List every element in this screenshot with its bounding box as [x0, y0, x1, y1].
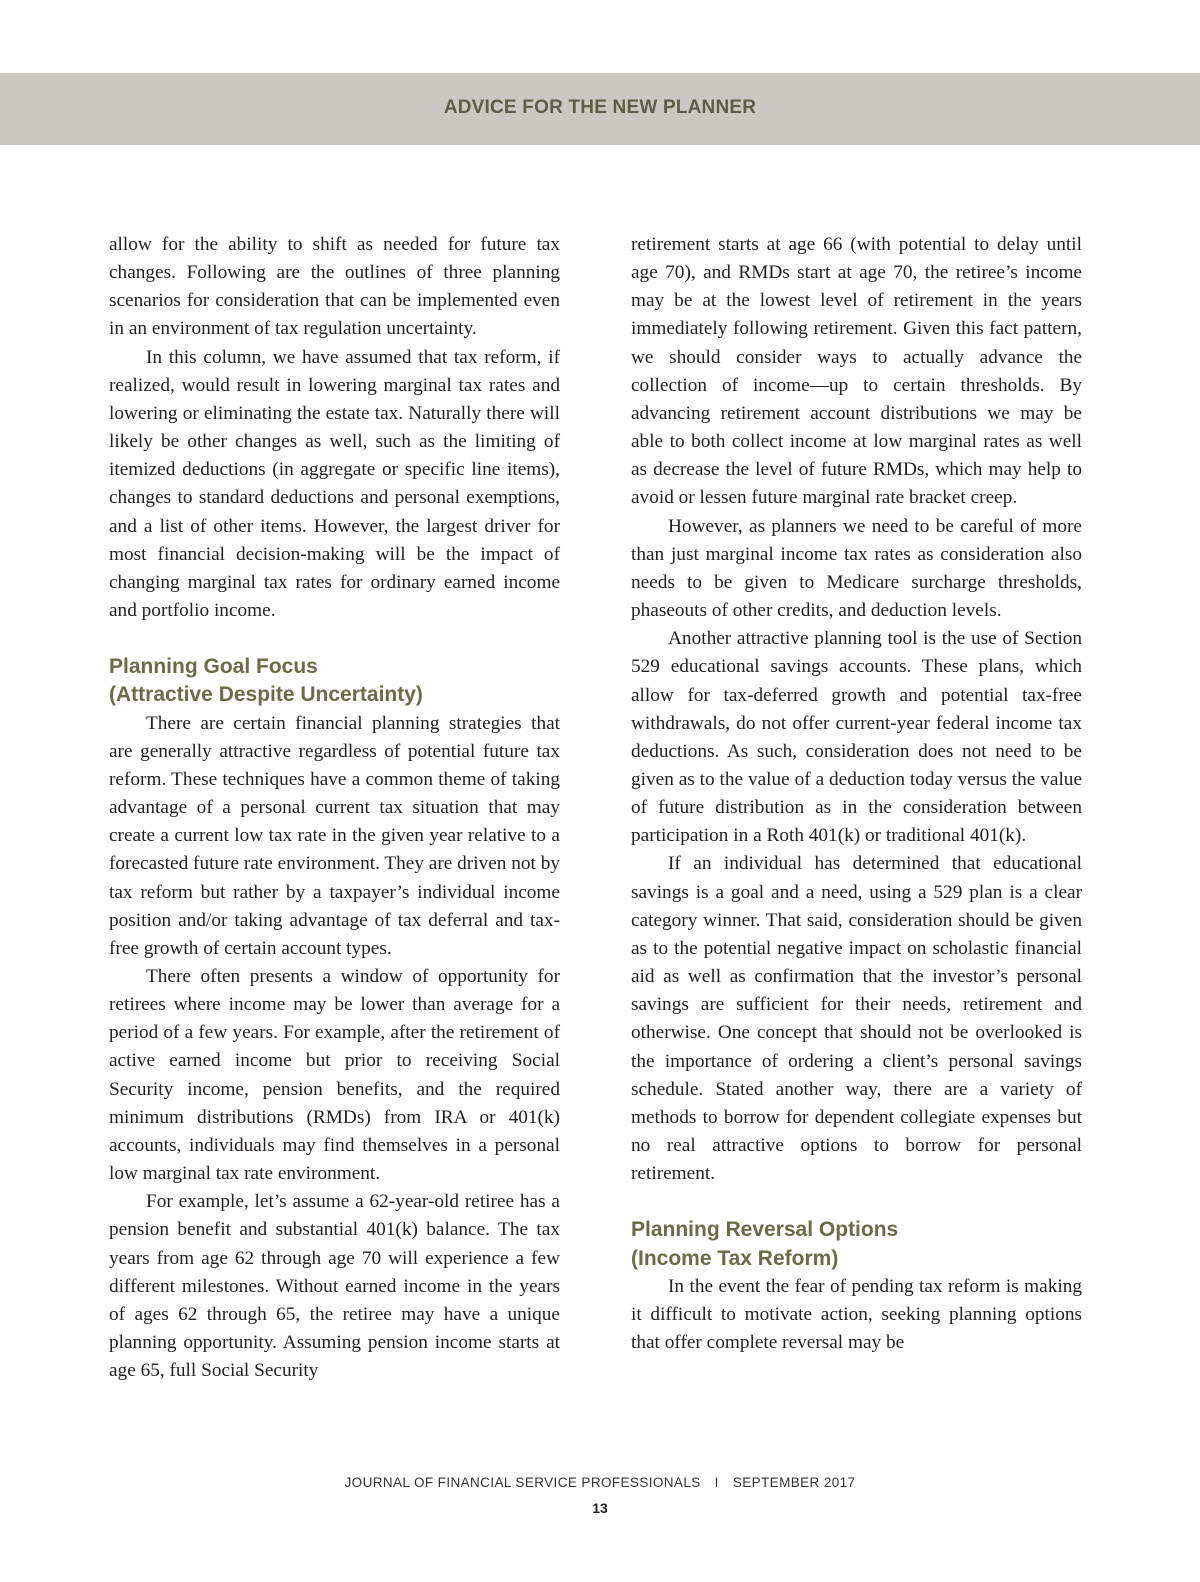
paragraph: However, as planners we need to be careful of more than just marginal income tax rates as consideration also needs to be given to Medicare surcharge thresholds, phaseouts of other credits, and deduction levels.	[631, 515, 1082, 622]
paragraph: In the event the fear of pending tax reform is making it difficult to motivate action, seeking planning options that offer complete reversal may be	[631, 1275, 1082, 1354]
left-column	[109, 231, 560, 1385]
page-number: 13	[592, 1500, 608, 1516]
section-title: ADVICE FOR THE NEW PLANNER	[443, 97, 757, 118]
issue-date: SEPTEMBER 2017	[732, 1475, 856, 1490]
paragraph: There are certain financial planning strategies that are generally attractive regardless of potential future tax reform. These techniques have a common theme of taking advantage of a personal current tax situation that may create a current low tax rate in the given year relative to a forecasted future rate environment. They are driven not by tax reform but rather by a taxpayer’s individual income position and/or taking advantage of tax deferral and tax-free growth of certain account types.	[109, 712, 560, 959]
footer-separator: I	[714, 1475, 719, 1490]
paragraph: If an individual has determined that educational savings is a goal and a need, using a 529 plan is a clear category winner. That said, consideration should be given as to the potential negative impact on scholastic financial aid as well as confirmation that the investor’s personal savings are sufficient for their needs, retirement and otherwise. One concept that should not be overlooked is the importance of ordering a client’s personal savings schedule. Stated another way, there are a variety of methods to borrow for dependent collegiate expenses but no real attractive options to borrow for personal retirement.	[631, 853, 1082, 1185]
right-column	[631, 231, 1082, 1357]
paragraph: In this column, we have assumed that tax reform, if realized, would result in lowering marginal tax rates and lowering or eliminating the estate tax. Naturally there will likely be other changes as well, such as the limiting of itemized deductions (in aggregate or specific line items), changes to standard deductions and personal exemptions, and a list of other items. However, the largest driver for most financial decision-making will be the impact of changing marginal tax rates for ordinary earned income and portfolio income.	[109, 346, 560, 622]
heading-line: Planning Reversal Options	[631, 1218, 899, 1242]
paragraph: retirement starts at age 66 (with potential to delay until age 70), and RMDs start at age 70, the retiree’s income may be at the lowest level of retirement in the years immediately following retirement. Given this fact pattern, we should consider ways to actually advance the collection of income—up to certain thresholds. By advancing retirement account distributions we may be able to both collect income at low marginal rates as well as decrease the level of future RMDs, which may help to avoid or lessen future marginal rate bracket creep.	[631, 234, 1082, 509]
journal-name: JOURNAL OF FINANCIAL SERVICE PROFESSIONALS	[344, 1475, 701, 1490]
paragraph: allow for the ability to shift as needed for future tax changes. Following are the outlines of three planning scenarios for consideration that can be implemented even in an environment of tax regulation uncertainty.	[109, 234, 560, 340]
heading-line: Planning Goal Focus	[109, 655, 318, 679]
paragraph: Another attractive planning tool is the use of Section 529 educational savings accounts. These plans, which allow for tax-deferred growth and potential tax-free withdrawals, do not offer current-year federal income tax deductions. As such, consideration does not need to be given as to the value of a deduction today versus the value of future distribution as in the consideration between participation in a Roth 401(k) or traditional 401(k).	[631, 628, 1082, 847]
section-heading	[109, 653, 560, 709]
paragraph: For example, let’s assume a 62-year-old retiree has a pension benefit and substantial 401(k) balance. The tax years from age 62 through age 70 will experience a few different milestones. Without earned income in the years of ages 62 through 65, the retiree may have a unique planning opportunity. Assuming pension income starts at age 65, full Social Security	[109, 1191, 560, 1382]
paragraph: There often presents a window of opportunity for retirees where income may be lower than average for a period of a few years. For example, after the retirement of active earned income but prior to receiving Social Security income, pension benefits, and the required minimum distributions (RMDs) from IRA or 401(k) accounts, individuals may find themselves in a personal low marginal tax rate environment.	[109, 966, 560, 1185]
heading-line: (Income Tax Reform)	[631, 1246, 839, 1270]
footer-journal-line	[0, 1475, 1200, 1490]
section-heading	[631, 1216, 1082, 1272]
heading-line: (Attractive Despite Uncertainty)	[109, 683, 423, 707]
